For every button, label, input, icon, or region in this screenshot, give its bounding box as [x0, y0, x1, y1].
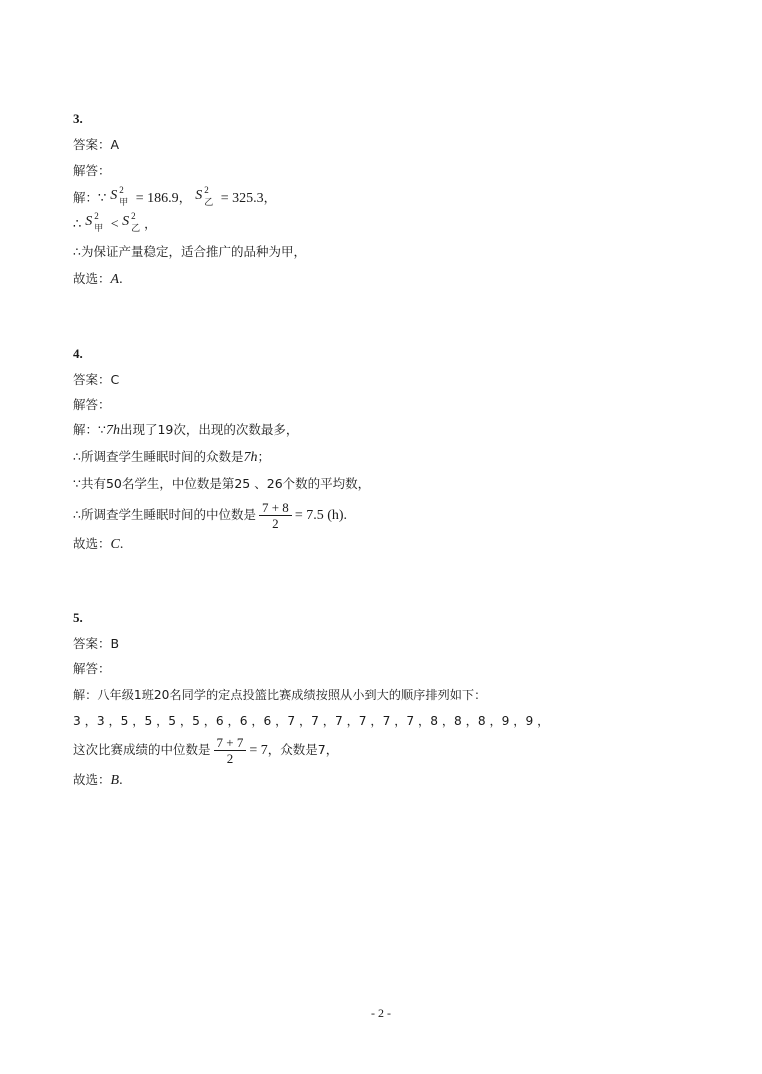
q4-choice-line: 故选：C. — [73, 536, 124, 552]
variance-s-jia: S 2 甲 — [85, 211, 104, 234]
variance-s-yi: S 2 乙 — [195, 185, 214, 208]
q3-number: 3. — [73, 111, 83, 126]
therefore-symbol: ∴ — [73, 217, 82, 232]
variance-s-yi: S 2 乙 — [122, 211, 141, 234]
q3-solution-line3: ∴为保证产量稳定，适合推广的品种为甲， — [73, 244, 306, 259]
q5-jieda-label: 解答： — [73, 661, 111, 676]
q3-jieda-label: 解答： — [73, 163, 111, 178]
q3-choice: A — [110, 272, 120, 287]
q3-solution-line2: ∴ S 2 甲 < S 2 乙 ， — [73, 211, 157, 234]
q4-number: 4. — [73, 346, 83, 361]
q4-jieda-label: 解答： — [73, 397, 111, 412]
q5-choice-line: 故选：B. — [73, 772, 123, 788]
fraction: $\frac{7 + 7}{2}$ — [214, 735, 247, 766]
q4-solution-line3: ∵共有50名学生，中位数是第25 、26个数的平均数， — [73, 476, 371, 491]
q4-answer: 答案：C — [73, 372, 120, 387]
q5-solution-line3: 这次比赛成绩的中位数是 $\frac{7 + 7}{2}$ = 7，众数是7， — [73, 735, 339, 766]
q5-number: 5. — [73, 610, 83, 625]
q4-solution-line2: ∴所调查学生睡眠时间的众数是7h； — [73, 449, 270, 465]
q3-l1-prefix: 解： — [73, 190, 99, 205]
q3-answer: 答案：A — [73, 137, 120, 152]
q5-solution-line1: 解：八年级1班20名同学的定点投篮比赛成绩按照从小到大的顺序排列如下： — [73, 688, 487, 702]
fraction: $\frac{7 + 8}{2}$ — [259, 500, 292, 531]
q3-choice-line: 故选：A. — [73, 271, 123, 287]
q4-choice: C — [110, 537, 120, 552]
q5-choice: B — [110, 773, 120, 788]
q5-sorted-data: 3 ，3 ，5 ，5 ，5 ，5 ，6 ，6 ，6 ，7 ，7 ，7 ，7 ，7 ，7 ，8 ，8 ，8 ，9 ，9 ， — [73, 714, 550, 728]
because-symbol: ∵ — [98, 191, 107, 206]
q3-value-yi: = 325.3 — [217, 191, 264, 206]
variance-s-jia: S 2 甲 — [110, 185, 129, 208]
q3-value-jia: = 186.9 — [132, 191, 179, 206]
q4-solution-line1: 解：∵7h出现了19次，出现的次数最多， — [73, 422, 299, 438]
page-number: - 2 - — [371, 1006, 391, 1020]
q4-solution-line4: ∴所调查学生睡眠时间的中位数是 $\frac{7 + 8}{2}$ = 7.5 (h). — [73, 500, 348, 531]
q3-solution-line1: 解：∵ S 2 甲 = 186.9， S 2 乙 = 325.3， — [73, 185, 277, 208]
q5-answer: 答案：B — [73, 636, 120, 651]
